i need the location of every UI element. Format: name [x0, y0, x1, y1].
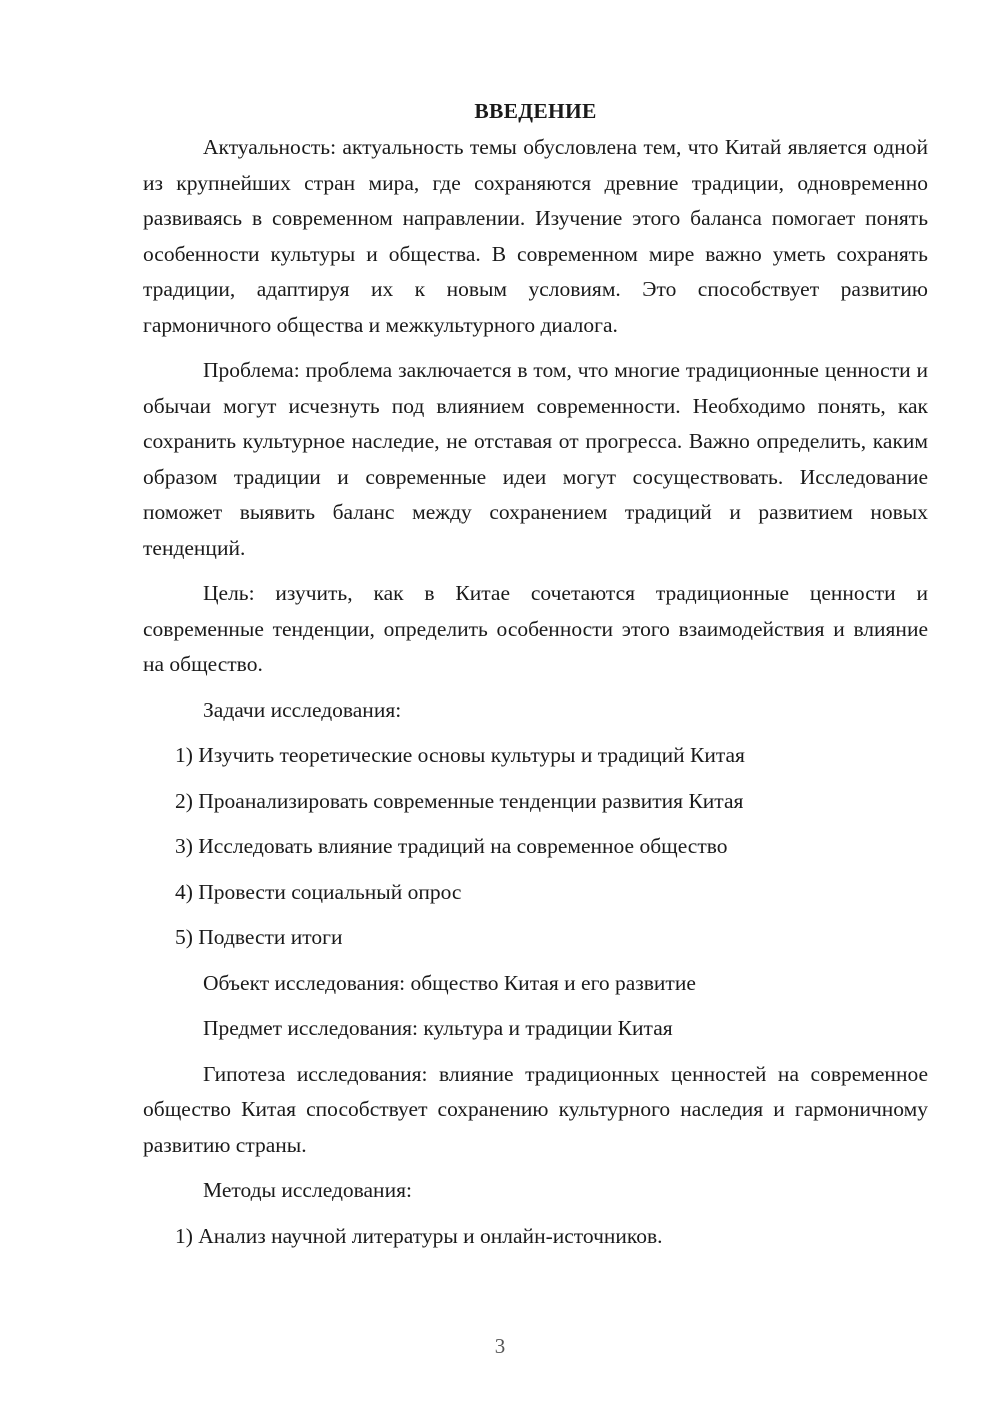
- task-item-2: 2) Проанализировать современные тенденции развития Китая: [175, 788, 744, 813]
- goal-paragraph: Цель: изучить, как в Китае сочетаются традиционные ценности и современные тенденции, определить особенности этого взаимодействия и влияние на общество.: [143, 581, 928, 676]
- methods-heading: Методы исследования:: [203, 1178, 412, 1202]
- hypothesis-paragraph: Гипотеза исследования: влияние традиционных ценностей на современное общество Китая способствует сохранению культурного наследия и гармоничному развитию страны.: [143, 1061, 928, 1157]
- page-number: 3: [494, 1334, 506, 1358]
- task-item-5: 5) Подвести итоги: [175, 925, 343, 949]
- task-item-4: 4) Провести социальный опрос: [175, 879, 462, 904]
- problem-paragraph: Проблема: проблема заключается в том, что многие традиционные ценности и обычаи могут исчезнуть под влиянием современности. Необходимо понять, как сохранить культурное наследие, не отставая от прогресса. Важно определить, каким образом традиции и современные идеи могут сосуществовать. Исследование поможет выявить баланс между сохранением традиций и развитием новых тенденций.: [143, 358, 928, 560]
- research-subject: Предмет исследования: культура и традиции Китая: [203, 1016, 673, 1040]
- tasks-heading: Задачи исследования:: [203, 697, 402, 722]
- document-page: [143, 96, 928, 1264]
- document-title: ВВЕДЕНИЕ: [474, 99, 597, 123]
- method-item-1: 1) Анализ научной литературы и онлайн-источников.: [175, 1223, 663, 1248]
- research-object: Объект исследования: общество Китая и его развитие: [203, 970, 696, 995]
- task-item-1: 1) Изучить теоретические основы культуры и традиций Китая: [175, 743, 745, 767]
- task-item-3: 3) Исследовать влияние традиций на современное общество: [175, 834, 728, 858]
- relevance-paragraph: Актуальность: актуальность темы обусловлена тем, что Китай является одной из крупнейших стран мира, где сохраняются древние традиции, одновременно развиваясь в современном направлении. Изучение этого баланса помогает понять особенности культуры и общества. В современном мире важно уметь сохранять традиции, адаптируя их к новым условиям. Это способствует развитию гармоничного общества и межкультурного диалога.: [143, 135, 928, 337]
